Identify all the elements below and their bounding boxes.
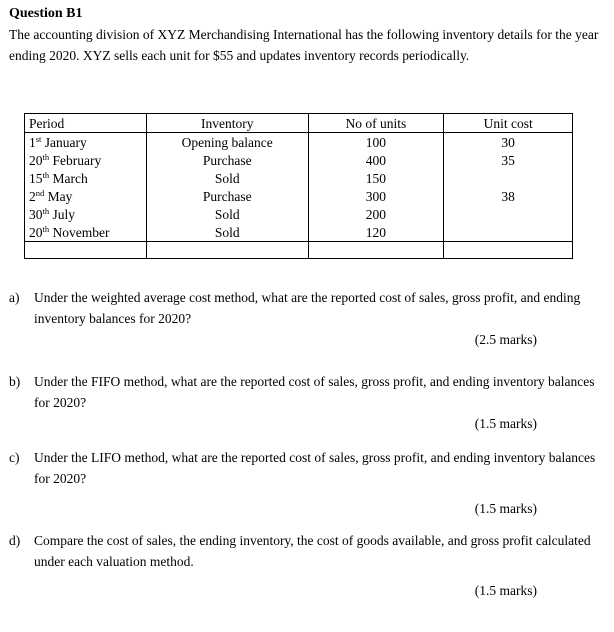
marks-a: (2.5 marks)	[474, 332, 537, 347]
header-unit-cost: Unit cost	[444, 114, 573, 133]
inventory-cell: Purchase	[146, 151, 308, 169]
table-header-row	[25, 114, 573, 133]
inventory-cell: Purchase	[146, 187, 308, 205]
inventory-table	[24, 113, 573, 259]
period-cell: 15th March	[25, 169, 147, 187]
table-empty-row	[25, 242, 573, 259]
period-cell: 2nd May	[25, 187, 147, 205]
question-text: Compare the cost of sales, the ending inventory, the cost of goods available, and gross profit calculated under each valuation method.	[34, 533, 591, 569]
question-label: b)	[9, 374, 21, 389]
inventory-cell: Sold	[146, 169, 308, 187]
units-cell: 400	[308, 151, 444, 169]
question-label: d)	[9, 533, 21, 548]
question-text: Under the FIFO method, what are the reported cost of sales, gross profit, and ending inventory balances for 2020?	[34, 374, 595, 410]
header-period: Period	[25, 114, 147, 133]
marks-b: (1.5 marks)	[474, 416, 537, 431]
table-row	[25, 133, 573, 152]
table-row	[25, 205, 573, 223]
question-text: Under the LIFO method, what are the reported cost of sales, gross profit, and ending inventory balances for 2020?	[34, 450, 596, 486]
unit-cost-cell	[444, 223, 573, 242]
unit-cost-cell: 30	[444, 133, 573, 152]
units-cell: 300	[308, 187, 444, 205]
units-cell: 200	[308, 205, 444, 223]
unit-cost-cell: 38	[444, 187, 573, 205]
period-cell: 20th February	[25, 151, 147, 169]
table-row	[25, 223, 573, 242]
question-title: Question B1	[9, 6, 83, 21]
question-text: Under the weighted average cost method, what are the reported cost of sales, gross profit, and ending inventory balances for 2020?	[34, 290, 581, 326]
period-cell: 20th November	[25, 223, 147, 242]
inventory-cell: Sold	[146, 223, 308, 242]
unit-cost-cell	[444, 205, 573, 223]
header-units: No of units	[308, 114, 444, 133]
marks-d: (1.5 marks)	[474, 583, 537, 598]
unit-cost-cell: 35	[444, 151, 573, 169]
question-label: a)	[9, 290, 20, 305]
period-cell: 30th July	[25, 205, 147, 223]
unit-cost-cell	[444, 169, 573, 187]
period-cell: 1st January	[25, 133, 147, 152]
inventory-cell: Sold	[146, 205, 308, 223]
table-row	[25, 169, 573, 187]
units-cell: 120	[308, 223, 444, 242]
table-row	[25, 187, 573, 205]
inventory-cell: Opening balance	[146, 133, 308, 152]
marks-c: (1.5 marks)	[474, 501, 537, 516]
question-intro: The accounting division of XYZ Merchandising International has the following inventory details for the year ending 2020. XYZ sells each unit for $55 and updates inventory records periodically.	[9, 27, 599, 63]
units-cell: 150	[308, 169, 444, 187]
units-cell: 100	[308, 133, 444, 152]
table-row	[25, 151, 573, 169]
question-label: c)	[9, 450, 20, 465]
header-inventory: Inventory	[146, 114, 308, 133]
